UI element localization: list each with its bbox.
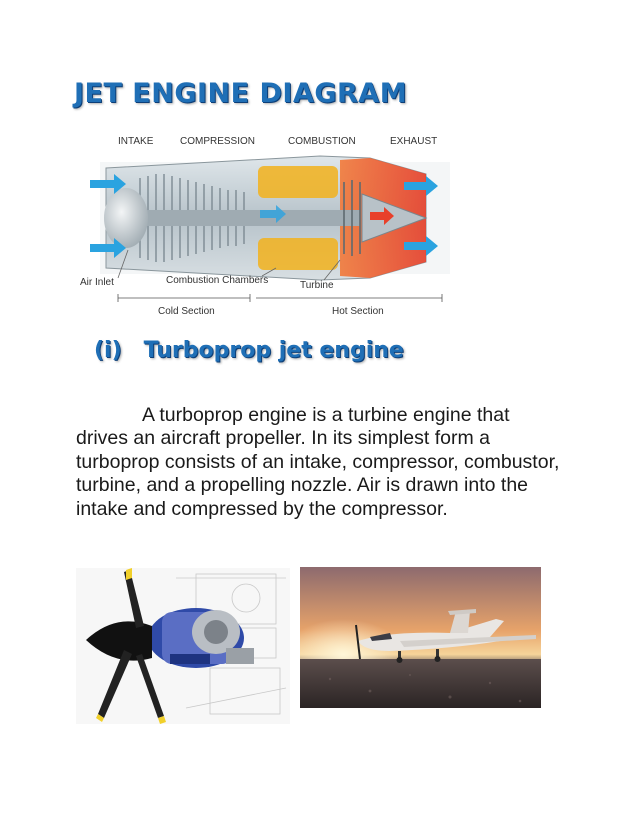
turboprop-aircraft-photo bbox=[300, 567, 541, 708]
engine-illustration bbox=[90, 156, 450, 280]
jet-engine-diagram bbox=[70, 122, 450, 327]
section-number: (i) bbox=[94, 338, 122, 363]
page-title: JET ENGINE DIAGRAM bbox=[74, 78, 408, 109]
label-combustion: COMBUSTION bbox=[288, 136, 356, 147]
label-exhaust: EXHAUST bbox=[390, 136, 438, 147]
label-compression: COMPRESSION bbox=[180, 136, 256, 147]
label-combustion-chambers: Combustion Chambers bbox=[166, 275, 269, 286]
section-heading bbox=[94, 338, 404, 363]
section-title: Turboprop jet engine bbox=[143, 338, 404, 363]
label-intake: INTAKE bbox=[118, 136, 154, 147]
body-paragraph: A turboprop engine is a turbine engine that drives an aircraft propeller. In its simplest form a turboprop consists of an intake, compressor, combustor, turbine, and a propelling nozzle. Air is drawn into the intake and compressed by the compressor. bbox=[76, 404, 560, 520]
label-air-inlet: Air Inlet bbox=[80, 277, 114, 288]
label-hot-section: Hot Section bbox=[332, 306, 384, 317]
label-cold-section: Cold Section bbox=[158, 306, 215, 317]
label-turbine: Turbine bbox=[300, 280, 334, 291]
turboprop-engine-photo bbox=[76, 568, 290, 724]
